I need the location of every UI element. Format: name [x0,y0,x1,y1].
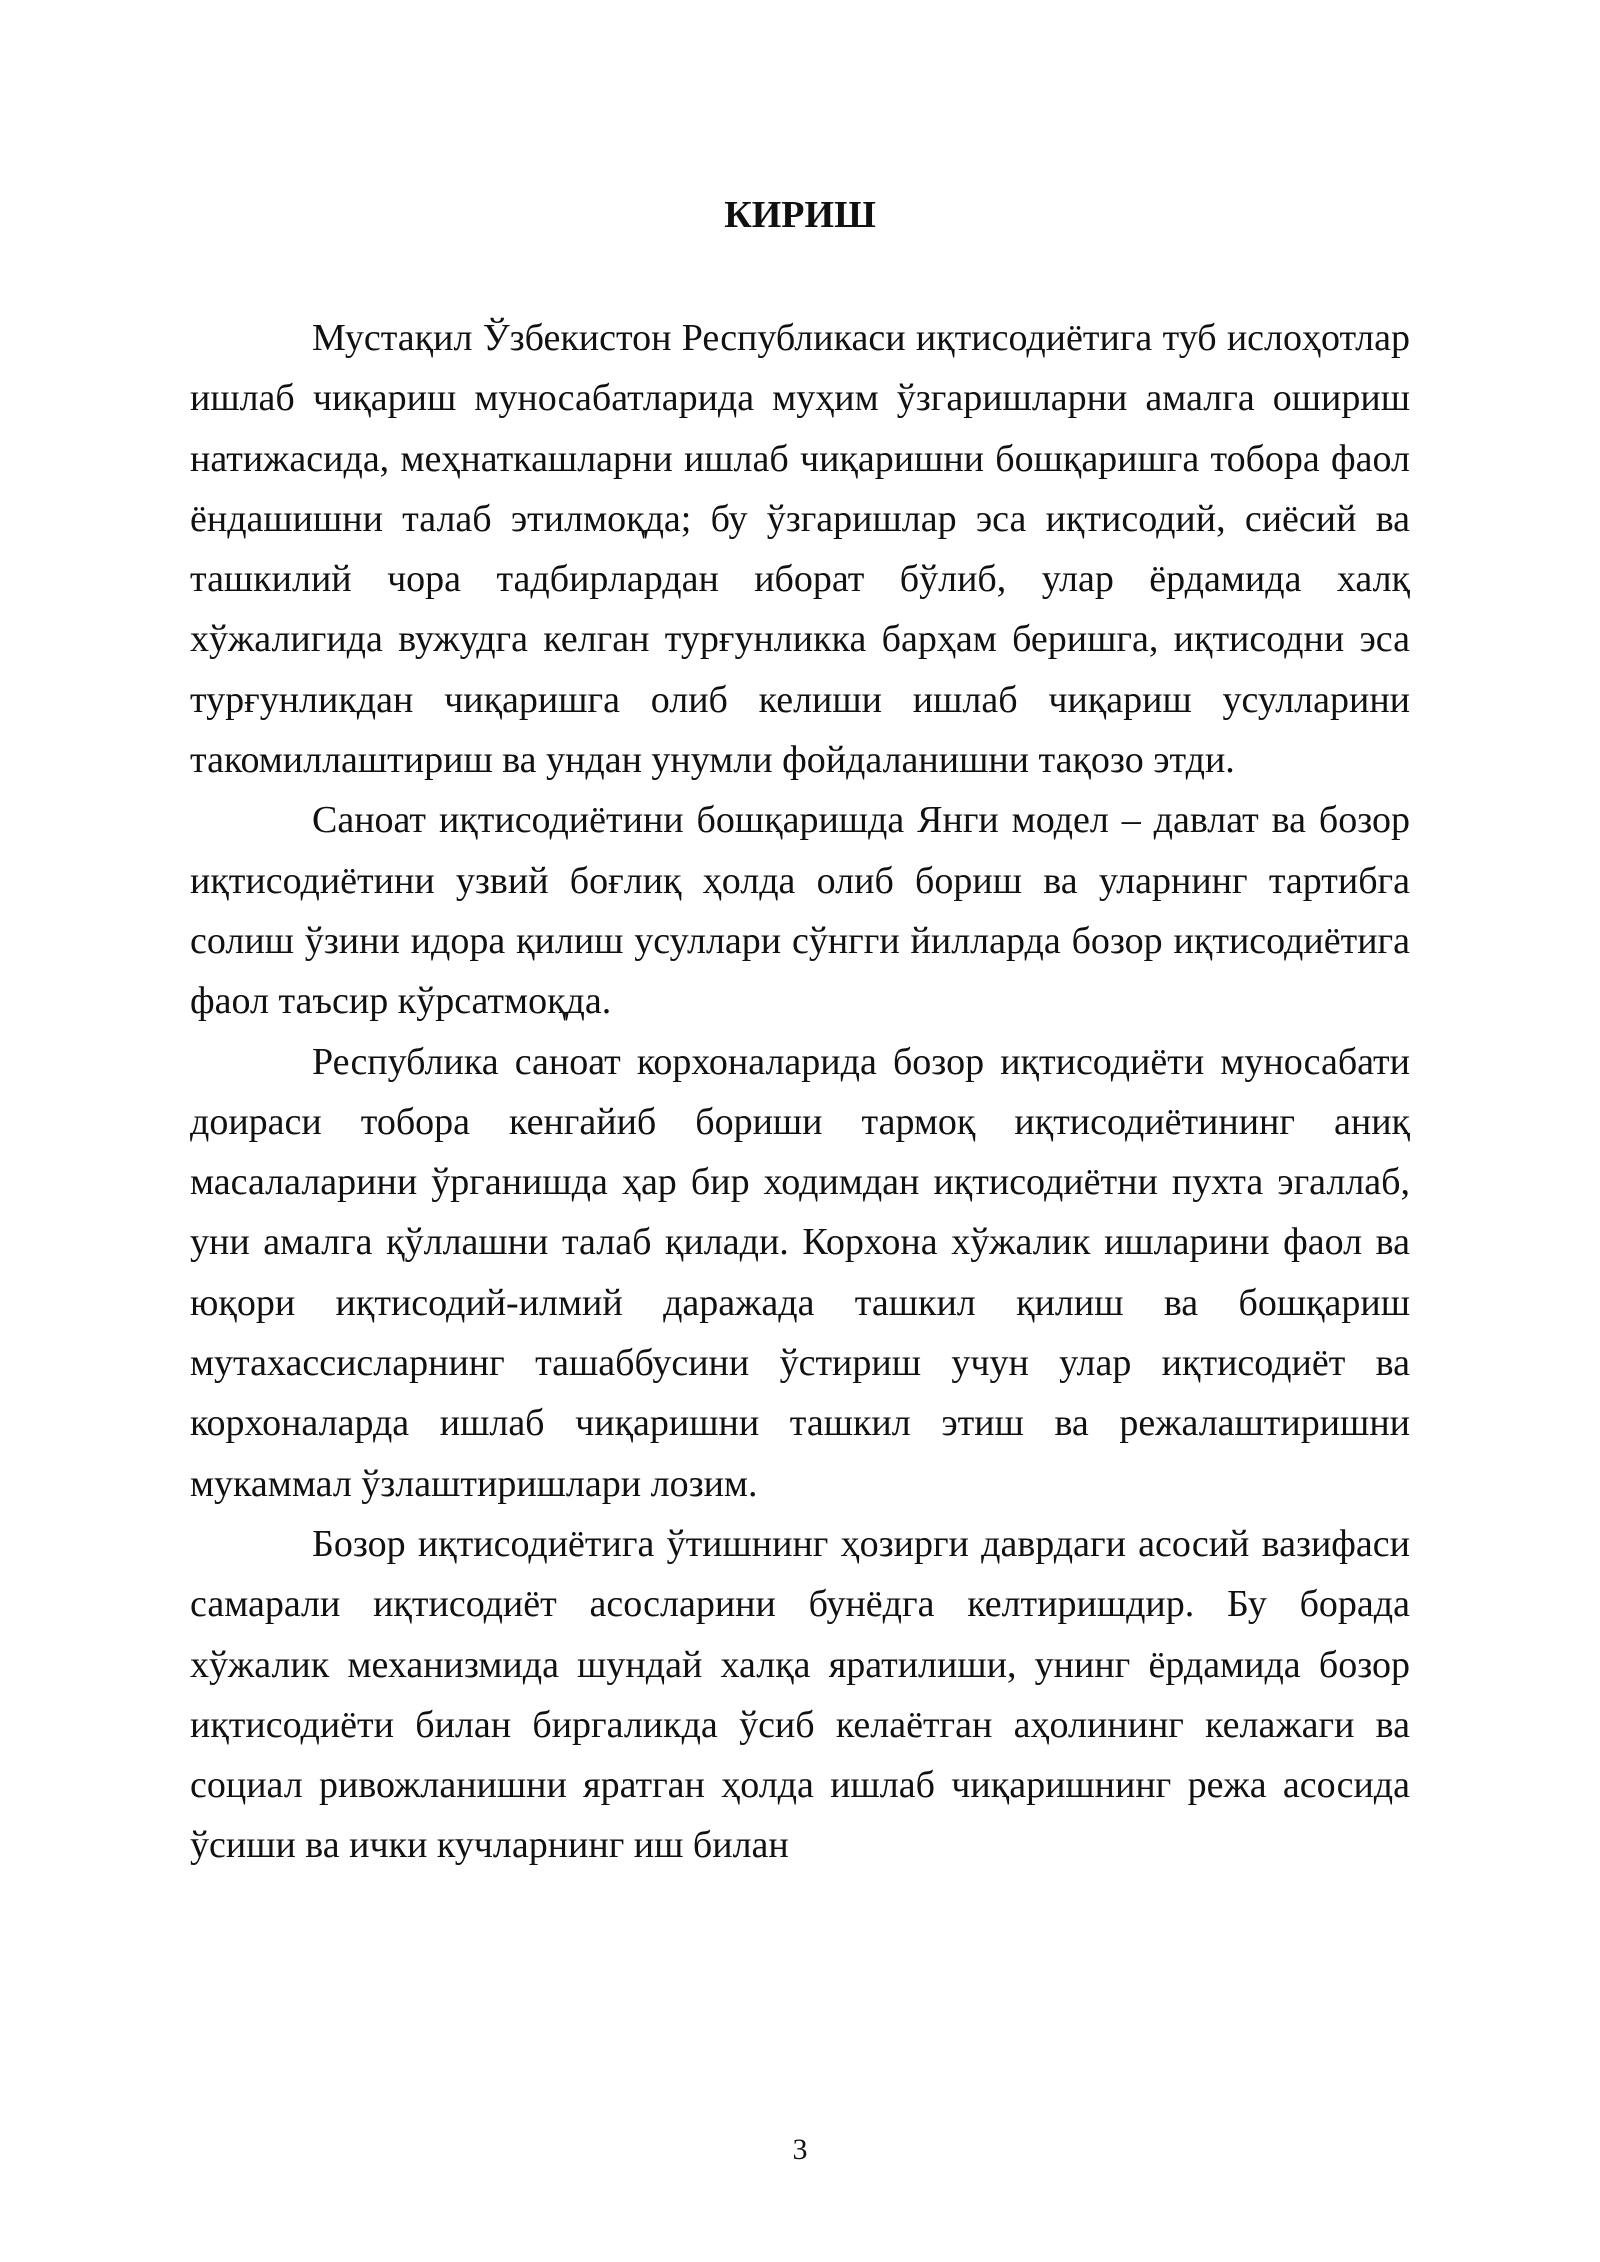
paragraph-2: Саноат иқтисодиётини бошқаришда Янги модел – давлат ва бозор иқтисодиётини узвий боғлиқ ҳолда олиб бориш ва уларнинг тартибга солиш ўзини идора қилиш усуллари сўнгги йилларда бозор иқтисодиётига фаол таъсир кўрсатмоқда. [190,799,1410,1023]
paragraph-1: Мустақил Ўзбекистон Республикаси иқтисодиётига туб ислоҳотлар ишлаб чиқариш муносабатларида муҳим ўзгаришларни амалга ошириш натижасида, меҳнаткашларни ишлаб чиқаришни бошқаришга тобора фаол ёндашишни талаб этилмоқда; бу ўзгаришлар эса иқтисодий, сиёсий ва ташкилий чора тадбирлардан иборат бўлиб, улар ёрдамида халқ хўжалигида вужудга келган турғунликка барҳам беришга, иқтисодни эса турғунликдан чиқаришга олиб келиши ишлаб чиқариш усулларини такомиллаштириш ва ундан унумли фойдаланишни тақозо этди. [190,317,1410,782]
page-title: КИРИШ [724,194,876,236]
body-text [190,308,1410,1876]
paragraph-3: Республика саноат корхоналарида бозор иқтисодиёти муносабати доираси тобора кенгайиб бориши тармоқ иқтисодиётининг аниқ масалаларини ўрганишда ҳар бир ходимдан иқтисодиётни пухта эгаллаб, уни амалга қўллашни талаб қилади. Корхона хўжалик ишларини фаол ва юқори иқтисодий-илмий даражада ташкил қилиш ва бошқариш мутахассисларнинг ташаббусини ўстириш учун улар иқтисодиёт ва корхоналарда ишлаб чиқаришни ташкил этиш ва режалаштиришни мукаммал ўзлаштиришлари лозим. [190,1040,1410,1505]
page-number: 3 [792,2133,808,2166]
paragraph-4: Бозор иқтисодиётига ўтишнинг ҳозирги даврдаги асосий вазифаси самарали иқтисодиёт асосларини бунёдга келтиришдир. Бу борада хўжалик механизмида шундай халқа яратилиши, унинг ёрдамида бозор иқтисодиёти билан биргаликда ўсиб келаётган аҳолининг келажаги ва социал ривожланишни яратган ҳолда ишлаб чиқаришнинг режа асосида ўсиши ва ички кучларнинг иш билан [190,1522,1410,1867]
